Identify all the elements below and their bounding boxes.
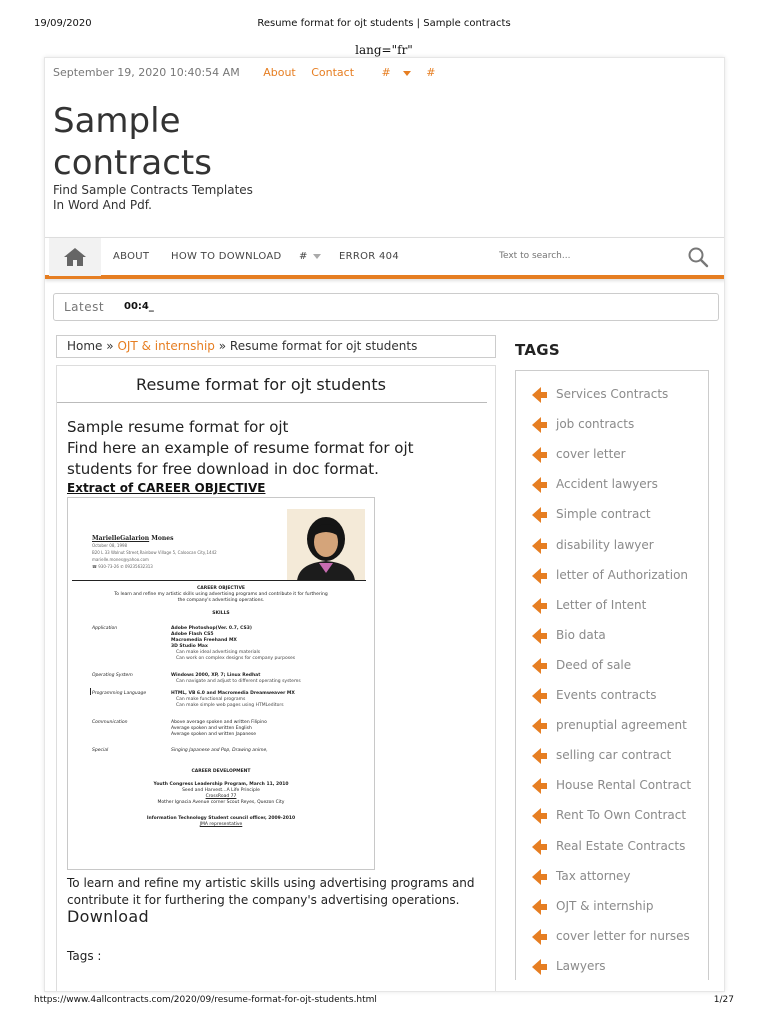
extract-heading: Extract of CAREER OBJECTIVE	[67, 481, 266, 495]
print-footer	[34, 995, 734, 1009]
tag-arrow-icon	[530, 597, 548, 615]
resume-skill-value: 3D Studio Max	[171, 644, 208, 649]
tag-label: prenuptial agreement	[556, 718, 687, 733]
tag-label: Rent To Own Contract	[556, 808, 687, 823]
print-title: Resume format for ojt students | Sample contracts	[257, 18, 511, 29]
resume-skill-detail: Can make simple web pages using HTMLeditors	[176, 703, 284, 708]
tag-arrow-icon	[530, 416, 548, 434]
resume-career-objective-text: To learn and refine my artistic skills using advertising programs and contribute it for furthering	[114, 592, 328, 597]
career-objective-line: contribute it for furthering the company's advertising operations.	[67, 893, 460, 907]
resume-skill-value: Average spoken and written Japanese	[171, 732, 257, 737]
resume-career-dev-line: JMA representative	[199, 822, 243, 827]
top-link-about[interactable]: About	[263, 66, 296, 79]
nav-item-about[interactable]: ABOUT	[113, 251, 150, 262]
site-tagline-line-1: Find Sample Contracts Templates	[53, 183, 253, 197]
career-objective-text	[67, 875, 487, 909]
tag-label: cover letter	[556, 447, 626, 462]
tag-arrow-icon	[530, 928, 548, 946]
resume-header-line: B20 L 33 Walnut Street,Rainbow Village 5, Caloocan City,1442	[92, 550, 217, 555]
tag-label: cover letter for nurses	[556, 928, 690, 943]
site-title-line-1: Sample	[53, 101, 181, 141]
top-link-dropdown-label: #	[381, 66, 391, 79]
nav-item-dropdown-label: #	[299, 251, 308, 262]
tag-arrow-icon	[530, 567, 548, 585]
breadcrumb-current: Resume format for ojt students	[229, 339, 418, 353]
site-tagline	[53, 183, 283, 213]
career-objective-line: To learn and refine my artistic skills using advertising programs and	[67, 876, 475, 890]
tag-arrow-icon	[530, 807, 548, 825]
tags-label: Tags :	[67, 949, 102, 963]
article-lead-line: Find here an example of resume format for ojt	[67, 439, 414, 457]
resume-name	[92, 535, 173, 542]
breadcrumb-category[interactable]: OJT & internship	[117, 339, 215, 353]
resume-name-first: MarielleGalarion	[92, 535, 150, 542]
breadcrumb-separator: »	[106, 339, 114, 353]
tag-label: Tax attorney	[556, 868, 631, 883]
breadcrumb-separator: »	[218, 339, 227, 353]
top-link-dropdown[interactable]	[370, 66, 411, 79]
resume-career-dev-line: Information Technology Student council officer, 2009-2010	[146, 816, 296, 821]
tag-label: selling car contract	[556, 748, 672, 763]
tag-arrow-icon	[530, 687, 548, 705]
resume-header-line: October 08, 1998	[92, 543, 128, 548]
tag-arrow-icon	[530, 868, 548, 886]
tag-label: Letter of Intent	[556, 597, 647, 612]
resume-career-dev-line: Mother Ignacia Avenue corner Scout Reyes, Quezon City	[157, 800, 285, 805]
tag-arrow-icon	[530, 446, 548, 464]
resume-divider	[72, 580, 366, 581]
resume-skill-value: Adobe Flash CS5	[171, 632, 214, 637]
tag-label: Deed of sale	[556, 657, 632, 672]
tag-arrow-icon	[530, 958, 548, 976]
resume-name-last: Mones	[151, 535, 174, 542]
resume-header-line: ☎ 930-73-26 ✆ 09235632313	[92, 564, 153, 569]
text-cursor	[90, 688, 91, 695]
top-link-contact[interactable]: Contact	[311, 66, 355, 79]
resume-career-objective-heading: CAREER OBJECTIVE	[196, 586, 246, 591]
tag-arrow-icon	[530, 506, 548, 524]
tag-label: disability lawyer	[556, 537, 654, 552]
site-title-line-2: contracts	[53, 143, 212, 183]
resume-skill-value: Singing Japanese and Pop, Drawing anime,	[171, 748, 268, 753]
chevron-down-icon	[403, 71, 411, 76]
tag-arrow-icon	[530, 747, 548, 765]
resume-career-dev-line: CrossRoad 77	[205, 794, 237, 799]
tag-arrow-icon	[530, 717, 548, 735]
resume-career-objective-text: the company's advertising operations.	[177, 598, 265, 603]
top-link-hash[interactable]: #	[426, 66, 436, 79]
article-lead	[67, 417, 477, 480]
sidebar-tags-title: TAGS	[515, 341, 560, 359]
resume-skill-detail: Can make functional programs	[176, 697, 246, 702]
print-page-number: 1/27	[713, 995, 734, 1005]
tag-arrow-icon	[530, 777, 548, 795]
resume-skill-value: Average spoken and written English	[171, 726, 252, 731]
resume-skill-detail: Can make ideal advertising materials	[176, 650, 261, 655]
latest-ticker-text[interactable]: 00:4_	[124, 301, 154, 312]
tag-label: Events contracts	[556, 688, 657, 702]
tag-label: Bio data	[556, 627, 606, 642]
tags-list	[515, 370, 709, 980]
nav-item-how-to-download[interactable]: HOW TO DOWNLOAD	[171, 251, 282, 262]
site-tagline-line-2: In Word And Pdf.	[53, 198, 152, 212]
resume-skill-label: Application	[92, 626, 118, 631]
resume-skill-value: Adobe Photoshop(Ver. 0.7, CS3)	[171, 626, 252, 631]
resume-photo	[287, 509, 365, 581]
tag-arrow-icon	[530, 657, 548, 675]
resume-career-dev-line: Youth Congress Leadership Program, March 11, 2010	[153, 782, 289, 787]
post-title: Resume format for ojt students	[136, 375, 386, 394]
tag-arrow-icon	[530, 898, 548, 916]
resume-skill-label: Special	[92, 748, 109, 753]
resume-career-development-heading: CAREER DEVELOPMENT	[191, 769, 251, 774]
home-button[interactable]	[49, 238, 101, 276]
resume-skills-heading: SKILLS	[212, 611, 230, 616]
resume-skill-detail: Can work on complex designs for company purposes	[176, 656, 296, 661]
resume-header-line: marielle.mones@yahoo.com	[92, 557, 149, 562]
breadcrumb	[56, 335, 496, 358]
resume-skill-value: Windows 2000, XP, 7; Linux Redhat	[171, 673, 261, 678]
home-icon	[63, 247, 87, 267]
tag-arrow-icon	[530, 476, 548, 494]
tag-label: job contracts	[556, 417, 635, 432]
nav-item-error-404[interactable]: ERROR 404	[339, 251, 399, 262]
resume-skill-value: Macromedia Freehand MX	[171, 638, 237, 643]
chevron-down-icon	[313, 254, 321, 259]
top-bar	[53, 66, 435, 79]
print-url: https://www.4allcontracts.com/2020/09/resume-format-for-ojt-students.html	[34, 995, 377, 1005]
resume-skill-detail: Can navigate and adjust to different operating systems	[176, 679, 301, 684]
article	[56, 365, 496, 992]
download-link[interactable]: Download	[67, 907, 149, 926]
tag-label: Accident lawyers	[556, 477, 658, 492]
tag-label: Services Contracts	[556, 387, 669, 401]
web-page	[44, 57, 725, 992]
main-navbar	[45, 237, 725, 279]
tag-label: Simple contract	[556, 507, 651, 522]
tag-label: letter of Authorization	[556, 567, 689, 582]
resume-skill-value: Above average spoken and written Filipino	[171, 720, 267, 725]
tag-arrow-icon	[530, 386, 548, 404]
resume-preview-image	[67, 497, 375, 870]
resume-career-dev-line: Seed and Harvest…A Life Principle	[182, 788, 260, 793]
breadcrumb-home[interactable]: Home	[67, 339, 103, 353]
tag-label: OJT & internship	[556, 898, 654, 913]
search-icon[interactable]	[687, 246, 709, 268]
latest-label: Latest	[64, 300, 105, 314]
person-photo-icon	[287, 509, 365, 581]
print-date: 19/09/2020	[34, 18, 92, 29]
nav-item-dropdown[interactable]	[299, 251, 321, 262]
resume-skill-label: Communication	[92, 720, 128, 725]
current-datetime: September 19, 2020 10:40:54 AM	[53, 66, 240, 79]
tag-label: Real Estate Contracts	[556, 838, 686, 853]
tag-arrow-icon	[530, 537, 548, 555]
resume-skill-value: HTML, VB 6.0 and Macromedia Dreamweaver MX	[171, 691, 295, 696]
tag-label: House Rental Contract	[556, 778, 692, 793]
search-input[interactable]	[499, 248, 649, 264]
lang-attribute-text: lang="fr"	[355, 43, 413, 57]
resume-skill-label: Operating System	[92, 673, 133, 678]
tag-label: Lawyers	[556, 958, 606, 973]
resume-skill-label: Programming Language	[92, 691, 147, 696]
site-title[interactable]	[53, 100, 253, 184]
article-lead-line: students for free download in doc format.	[67, 460, 379, 478]
tag-arrow-icon	[530, 838, 548, 856]
latest-ticker	[53, 293, 719, 321]
print-header	[34, 18, 734, 32]
title-divider	[57, 402, 487, 403]
article-lead-line: Sample resume format for ojt	[67, 418, 289, 436]
tag-arrow-icon	[530, 627, 548, 645]
